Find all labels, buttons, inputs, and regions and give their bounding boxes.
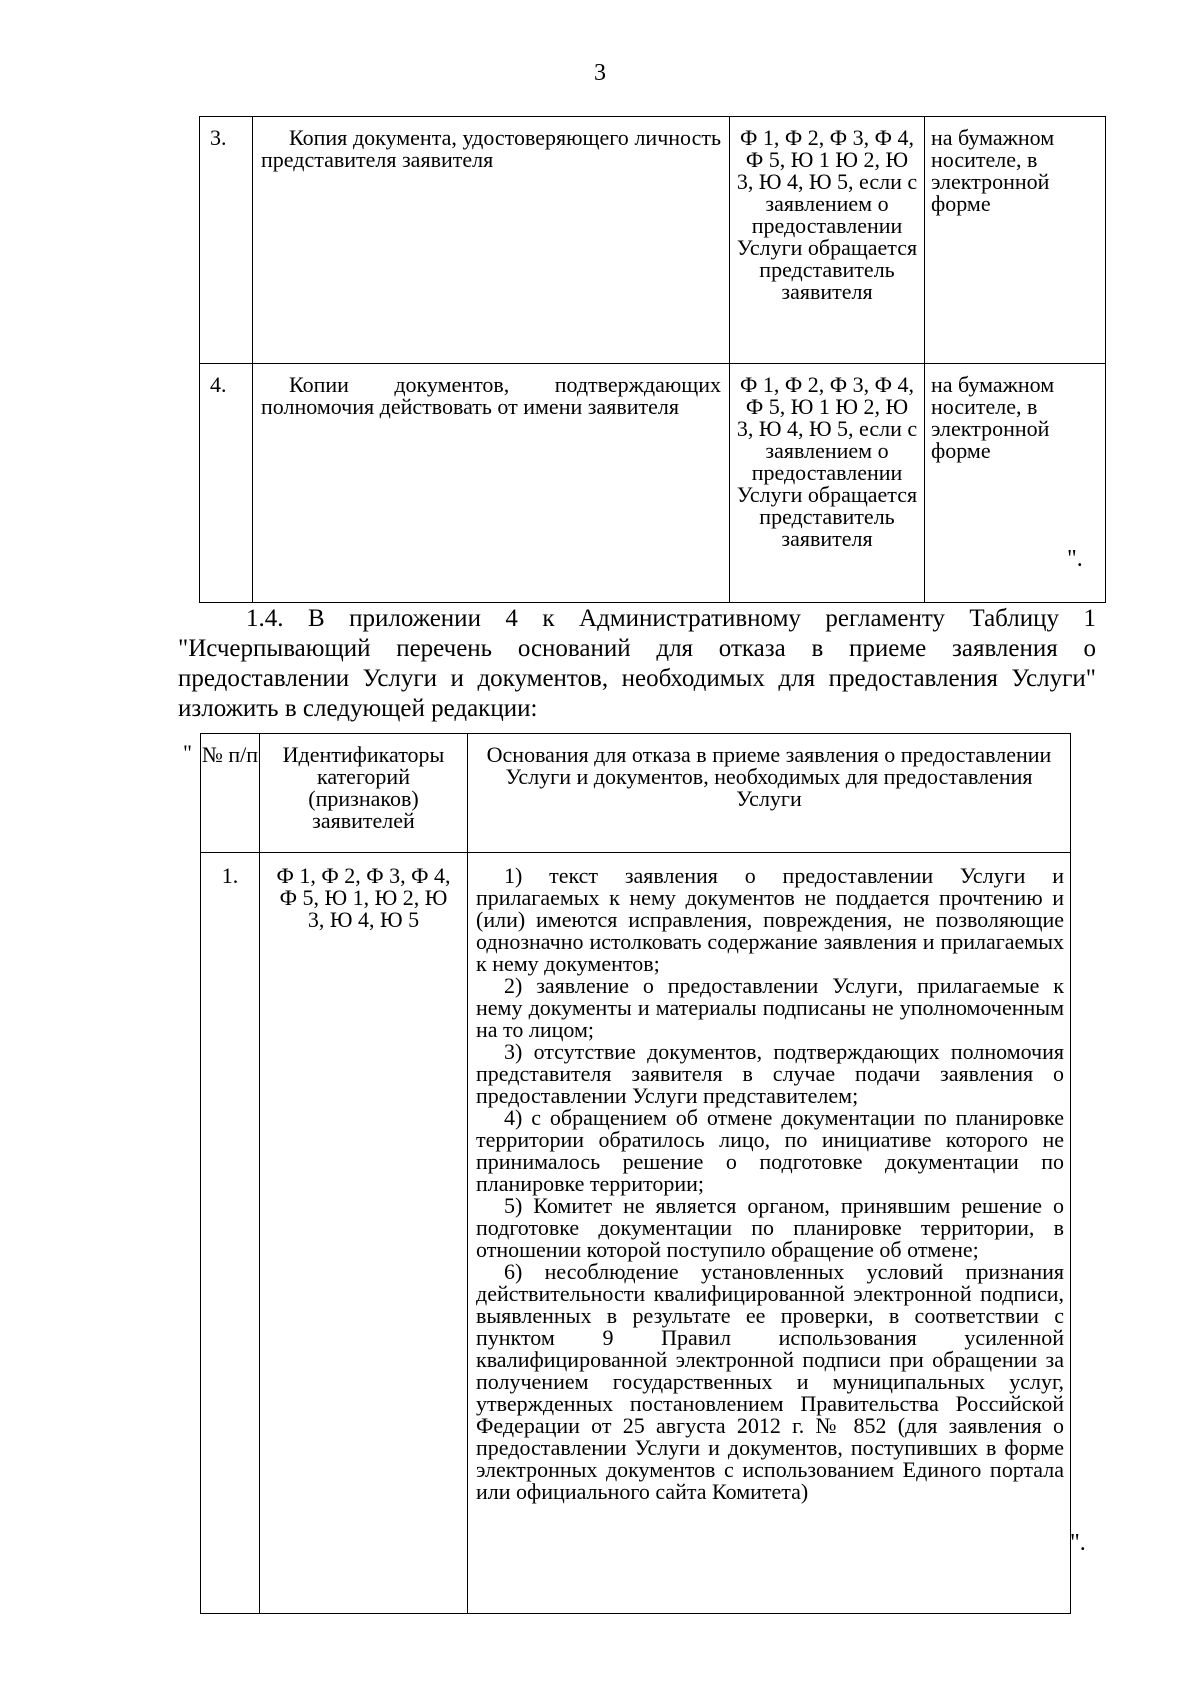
row-number: 3. [200, 117, 253, 364]
reason-item: 3) отсутствие документов, подтверждающих полномочия представителя заявителя в случае подачи заявления о предоставлении Услуги представителем; [476, 1039, 1064, 1108]
closing-quote-mark: ". [1067, 546, 1083, 572]
header-identifiers: Идентификаторы категорий (признаков) заявителей [260, 734, 468, 853]
header-number: № п/п [201, 734, 260, 853]
identifiers-cell: Ф 1, Ф 2, Ф 3, Ф 4, Ф 5, Ю 1, Ю 2, Ю 3, Ю 4, Ю 5 [260, 853, 468, 1614]
identifiers-cell: Ф 1, Ф 2, Ф 3, Ф 4, Ф 5, Ю 1 Ю 2, Ю 3, Ю 4, Ю 5, если с заявлением о предоставлении Услуги обращается представитель заявителя [730, 364, 925, 603]
table-header-row [201, 734, 1071, 853]
reason-item: 2) заявление о предоставлении Услуги, прилагаемые к нему документы и материалы подписаны не уполномоченным на то лицом; [476, 973, 1064, 1042]
document-name-cell [253, 117, 730, 364]
reason-item: 6) несоблюдение установленных условий признания действительности квалифицированной электронной подписи, выявленных в результате ее проверки, в соответствии с пунктом 9 Правил использования усиленной квалифицированной электронной подписи при обращении за получением государственных и муниципальных услуг, утвержденных постановлением Правительства Российской Федерации от 25 августа 2012 г. № 852 (для заявления о предоставлении Услуги и документов, поступивших в форме электронных документов с использованием Единого портала или официального сайта Комитета) [476, 1259, 1064, 1504]
header-reasons: Основания для отказа в приеме заявления о предоставлении Услуги и документов, необходимых для предоставления Услуги [468, 734, 1071, 853]
submission-form-cell: на бумажном носителе, в электронной форме [925, 117, 1106, 364]
reason-item: 1) текст заявления о предоставлении Услуги и прилагаемых к нему документов не поддается прочтению и (или) имеются исправления, повреждения, не позволяющие однозначно истолковать содержание заявления и прилагаемых к нему документов; [476, 863, 1064, 976]
documents-table [199, 116, 1106, 603]
submission-form-cell: на бумажном носителе, в электронной форме [925, 364, 1106, 603]
amendment-paragraph: 1.4. В приложении 4 к Административному регламенту Таблицу 1 "Исчерпывающий перечень оснований для отказа в приеме заявления о предоставлении Услуги и документов, необходимых для предоставления Услуги" изложить в следующей редакции: [178, 605, 1096, 722]
row-number: 4. [200, 364, 253, 603]
reasons-cell [468, 853, 1071, 1614]
row-number: 1. [201, 853, 260, 1614]
document-name: Копии документов, подтверждающих полномочия действовать от имени заявителя [261, 372, 721, 419]
table-row [200, 364, 1106, 603]
table-row [200, 117, 1106, 364]
table-row [201, 853, 1071, 1614]
reason-item: 4) с обращением об отмене документации по планировке территории обратилось лицо, по инициативе которого не принималось решение о подготовке документации по планировке территории; [476, 1105, 1064, 1196]
document-name: Копия документа, удостоверяющего личность представителя заявителя [261, 125, 721, 172]
document-name-cell [253, 364, 730, 603]
page-number: 3 [594, 60, 606, 86]
reason-item: 5) Комитет не является органом, принявшим решение о подготовке документации по планировке территории, в отношении которой поступило обращение об отмене; [476, 1193, 1064, 1262]
refusal-grounds-table [200, 733, 1071, 1614]
opening-quote-mark: " [183, 740, 192, 765]
identifiers-cell: Ф 1, Ф 2, Ф 3, Ф 4, Ф 5, Ю 1 Ю 2, Ю 3, Ю 4, Ю 5, если с заявлением о предоставлении Услуги обращается представитель заявителя [730, 117, 925, 364]
closing-quote-mark: ". [1070, 1530, 1086, 1556]
